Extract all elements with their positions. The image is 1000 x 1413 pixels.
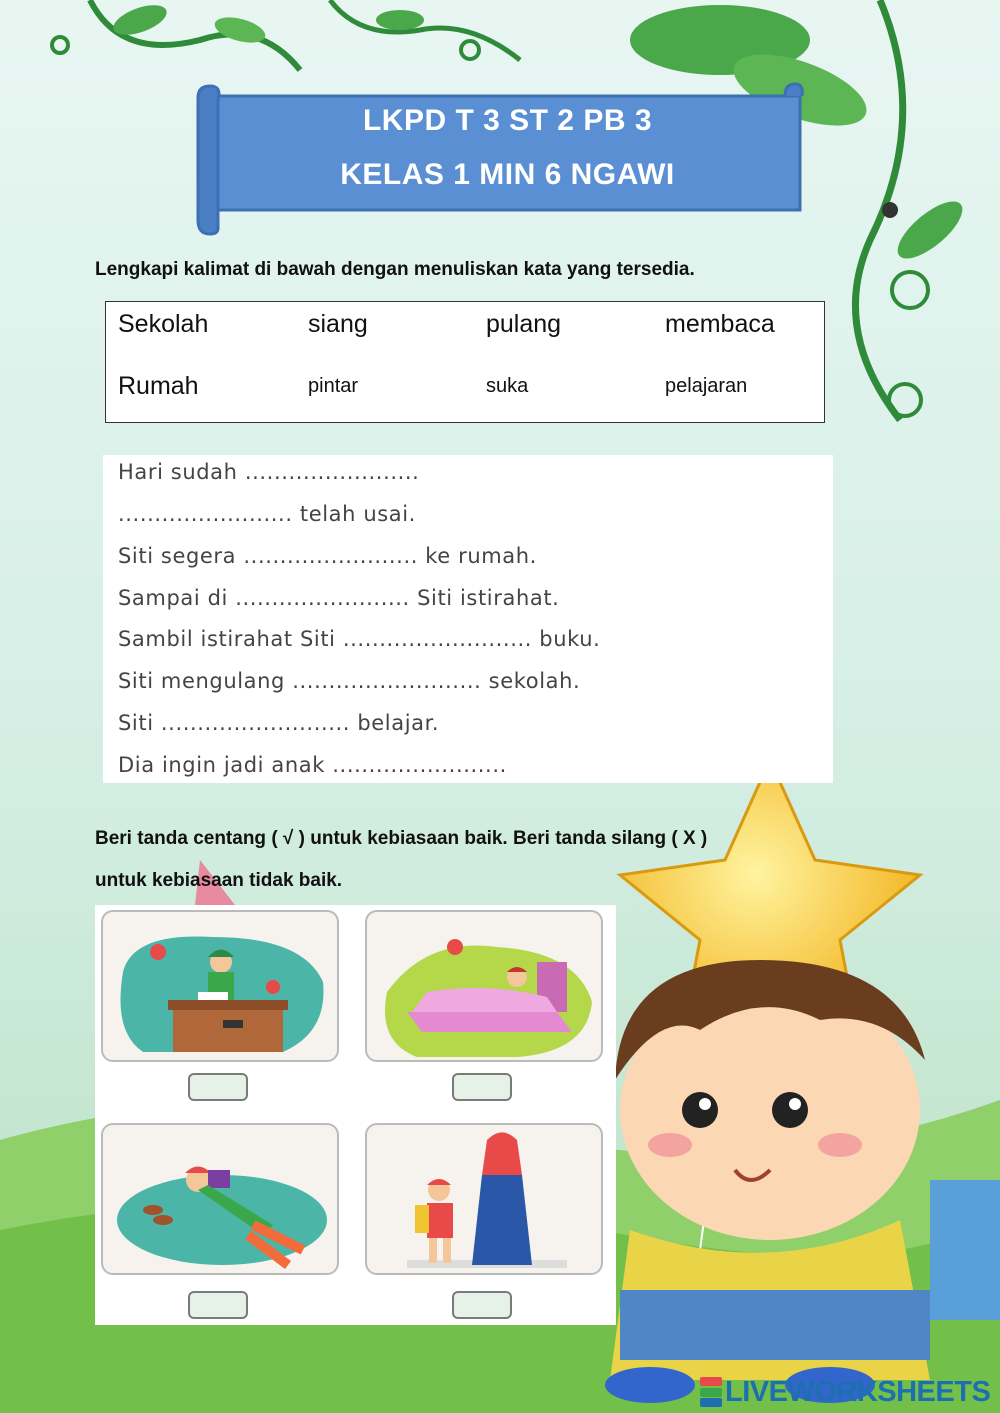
liveworksheets-logo-icon [700,1377,722,1407]
word-bank-item: suka [486,375,529,397]
title-line-1: LKPD T 3 ST 2 PB 3 [362,104,653,137]
sentence-item[interactable]: Siti mengulang .......................... sekolah. [118,669,581,693]
sentence-item[interactable]: Siti segera ........................ ke rumah. [118,544,537,568]
word-bank-item: pulang [486,310,562,338]
word-bank [105,301,825,423]
sentence-list [103,455,833,783]
sentence-item[interactable]: Siti .......................... belajar. [118,711,440,735]
child-lying-reading-illustration [103,1125,339,1275]
word-bank-item: pintar [308,375,359,397]
word-bank-item: membaca [665,310,775,338]
instruction-check-line-1: Beri tanda centang ( √ ) untuk kebiasaan baik. Beri tanda silang ( X ) [95,828,708,849]
child-sleeping-illustration [367,912,603,1062]
sentence-item[interactable]: ........................ telah usai. [118,502,416,526]
picture-card-sleeping [365,910,603,1062]
picture-panel [95,905,616,1325]
child-studying-illustration [103,912,339,1062]
answer-box-2[interactable] [452,1073,512,1101]
sentence-item[interactable]: Sampai di ........................ Siti istirahat. [118,586,560,610]
brand-text: LIVEWORKSHEETS [725,1375,991,1408]
sentence-item[interactable]: Sambil istirahat Siti .......................... buku. [118,627,601,651]
answer-box-3[interactable] [188,1291,248,1319]
word-bank-item: pelajaran [665,375,748,397]
word-bank-item: Sekolah [118,310,209,338]
answer-box-1[interactable] [188,1073,248,1101]
instruction-fill-in: Lengkapi kalimat di bawah dengan menuliskan kata yang tersedia. [95,259,695,280]
child-greeting-mother-illustration [367,1125,603,1275]
sentence-item[interactable]: Dia ingin jadi anak ........................ [118,753,507,777]
word-bank-item: Rumah [118,372,199,400]
answer-box-4[interactable] [452,1291,512,1319]
boy-illustration [605,960,930,1403]
title-line-2: KELAS 1 MIN 6 NGAWI [340,158,675,191]
picture-card-lying-reading [101,1123,339,1275]
liveworksheets-brand [700,1375,990,1409]
sentence-item[interactable]: Hari sudah ........................ [118,460,420,484]
word-bank-item: siang [308,310,368,338]
picture-card-greeting-mother [365,1123,603,1275]
picture-card-studying [101,910,339,1062]
instruction-check-line-2: untuk kebiasaan tidak baik. [95,870,343,891]
